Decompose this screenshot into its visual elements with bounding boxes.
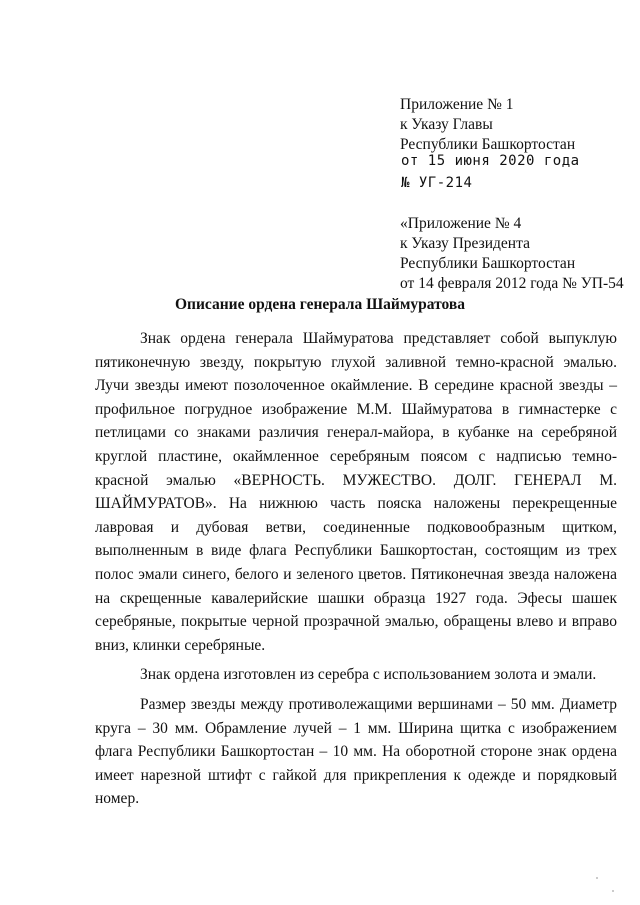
appendix-1-header <box>400 95 575 155</box>
appendix-4-line-3: Республики Башкортостан <box>400 255 576 272</box>
document-body <box>95 327 617 811</box>
appendix-1-date: от 15 июня 2020 года <box>401 153 580 169</box>
appendix-4-line-2: к Указу Президента <box>400 235 530 252</box>
appendix-4-header <box>400 214 624 294</box>
scan-speck <box>612 890 614 892</box>
document-title: Описание ордена генерала Шаймуратова <box>174 296 466 313</box>
appendix-4-line-1: «Приложение № 4 <box>400 215 522 232</box>
appendix-4-line-4: от 14 февраля 2012 года № УП-54 <box>400 275 624 292</box>
appendix-1-number: № УГ-214 <box>401 175 473 191</box>
paragraph-materials: Знак ордена изготовлен из серебра с использованием золота и эмали. <box>140 666 597 684</box>
appendix-1-line-1: Приложение № 1 <box>400 96 514 113</box>
scan-speck <box>596 877 598 879</box>
appendix-1-line-2: к Указу Главы <box>400 116 493 133</box>
paragraph-description: Знак ордена генерала Шаймуратова представляет собой выпуклую пятиконечную звезду, покрытую глухой заливной темно-красной эмалью. Лучи звезды имеют позолоченное окаймление. В середине красной звезды – профильное погрудное изображение М.М. Шаймуратова в гимнастерке с петлицами со знаками различия генерал-майора, в кубанке на серебряной круглой пластине, окаймленное серебряным поясом с надписью темно-красной эмалью «ВЕРНОСТЬ. МУЖЕСТВО. ДОЛГ. ГЕНЕРАЛ М. ШАЙМУРАТОВ». На нижнюю часть пояска наложены перекрещенные лавровая и дубовая ветви, соединенные подковообразным щитком, выполненным в виде флага Республики Башкортостан, состоящим из трех полос эмали синего, белого и зеленого цветов. Пятиконечная звезда наложена на скрещенные кавалерийские шашки образца 1927 года. Эфесы шашек серебряные, покрытые черной прозрачной эмалью, обращены влево и вправо вниз, клинки серебряные. <box>95 330 617 654</box>
paragraph-dimensions: Размер звезды между противолежащими вершинами – 50 мм. Диаметр круга – 30 мм. Обрамление лучей – 1 мм. Ширина щитка с изображением флага Республики Башкортостан – 10 мм. На оборотной стороне знак ордена имеет нарезной штифт с гайкой для прикрепления к одежде и порядковый номер. <box>95 695 617 808</box>
appendix-1-line-3: Республики Башкортостан <box>400 136 576 153</box>
